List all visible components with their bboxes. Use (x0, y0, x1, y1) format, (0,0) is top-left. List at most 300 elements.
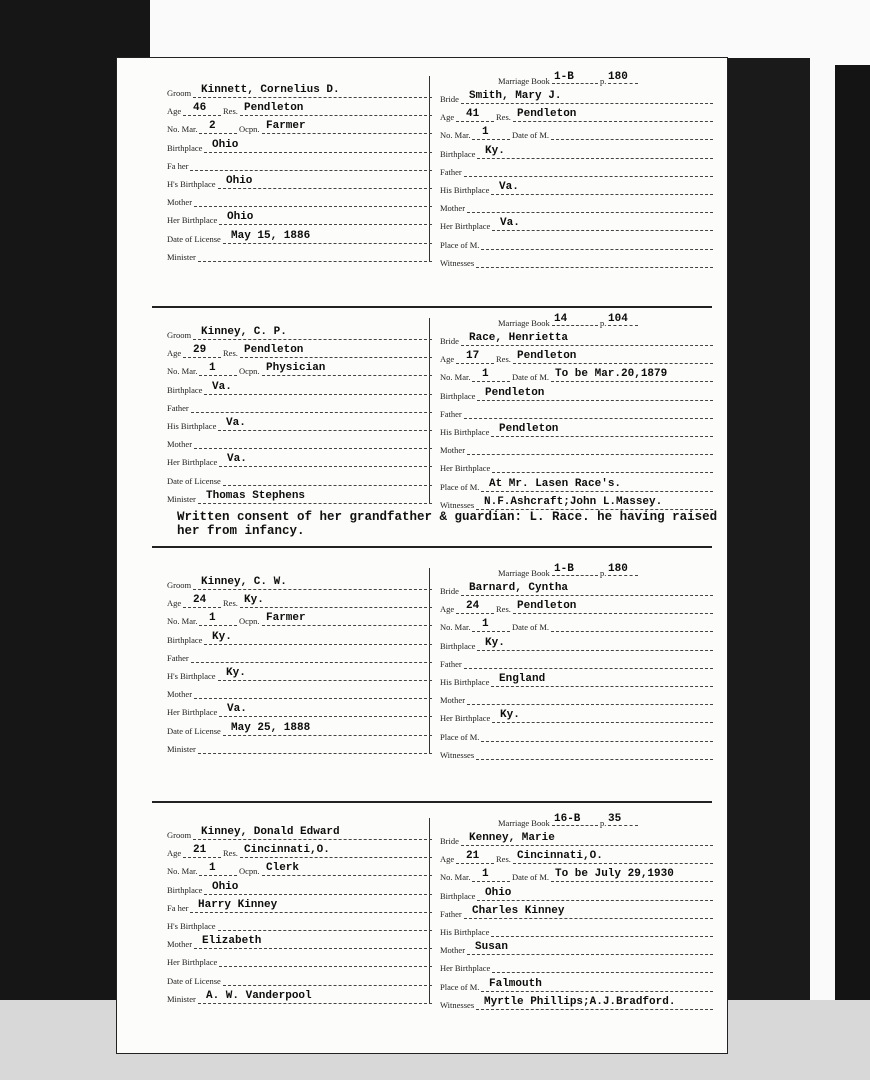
groom-label-2: Ocpn. (239, 616, 260, 627)
groom-field (167, 490, 432, 508)
bride-field (440, 90, 713, 108)
groom-line (204, 644, 432, 645)
marriage-book-line (552, 325, 598, 326)
marriage-book-line (552, 825, 598, 826)
groom-label: Mother (167, 689, 193, 700)
bride-line-2 (551, 631, 713, 632)
groom-value-2: Farmer (266, 612, 306, 625)
bride-value: Ky. (500, 709, 520, 722)
bride-field (440, 582, 713, 600)
groom-label: Minister (167, 251, 196, 262)
bride-field (440, 905, 713, 923)
bride-value: Barnard, Cyntha (469, 582, 569, 594)
groom-line (218, 930, 432, 931)
groom-line (191, 412, 432, 413)
groom-field (167, 667, 432, 685)
groom-field (167, 685, 432, 703)
groom-value: May 15, 1886 (231, 229, 311, 242)
groom-line (194, 698, 432, 699)
bride-value: England (499, 673, 546, 685)
marriage-record (117, 813, 727, 1048)
marriage-page-number: 180 (608, 563, 628, 575)
bride-line (472, 631, 510, 632)
bride-line-2 (551, 139, 713, 140)
groom-label-2: Res. (223, 106, 238, 117)
bride-value: Falmouth (489, 977, 542, 990)
marriage-page-number: 35 (608, 813, 622, 825)
marriage-record (117, 313, 727, 548)
bride-field (440, 655, 713, 673)
bride-field (440, 996, 713, 1014)
bride-value: 24 (466, 600, 480, 613)
marriage-book-ref (498, 563, 698, 580)
groom-label: Father (167, 402, 189, 413)
bride-field (440, 423, 713, 441)
groom-value: Ky. (212, 630, 232, 643)
groom-label: Fa her (167, 902, 189, 913)
groom-label: No. Mar. (167, 616, 198, 627)
bride-value-2: To be July 29,1930 (555, 868, 674, 881)
bride-label: Birthplace (440, 148, 476, 159)
groom-label: Mother (167, 939, 193, 950)
marriage-book-label: Marriage Book (498, 818, 550, 828)
marriage-page-label: p. (600, 568, 607, 578)
bride-label: No. Mar. (440, 372, 471, 383)
bride-line (492, 722, 713, 723)
groom-value: 1 (209, 612, 216, 625)
groom-label-2: Ocpn. (239, 124, 260, 135)
groom-label: H's Birthplace (167, 671, 216, 681)
groom-label: H's Birthplace (167, 921, 216, 931)
marriage-page-label: p. (600, 76, 607, 86)
groom-value-2: Farmer (266, 120, 306, 133)
groom-value: Kinney, Donald Edward (201, 826, 340, 838)
groom-line (199, 375, 237, 376)
bride-value: Va. (499, 181, 519, 193)
groom-label: No. Mar. (167, 124, 198, 135)
groom-field (167, 381, 432, 399)
groom-label: Date of License (167, 725, 221, 736)
groom-value-2: Pendleton (244, 102, 304, 115)
marriage-book-label: Marriage Book (498, 318, 550, 328)
groom-label: Date of License (167, 475, 221, 486)
bride-label: Age (440, 604, 455, 615)
bride-line (491, 194, 713, 195)
groom-field (167, 435, 432, 453)
bride-label: Her Birthplace (440, 221, 491, 232)
groom-label: Date of License (167, 233, 221, 244)
bride-label: Place of M. (440, 731, 480, 742)
bride-line (477, 900, 713, 901)
groom-field (167, 417, 432, 435)
bride-label: Age (440, 354, 455, 365)
bride-value: 1 (482, 618, 489, 631)
bride-line (472, 381, 510, 382)
marriage-book-line (552, 575, 598, 576)
bride-value-2: Cincinnati,O. (517, 850, 603, 863)
groom-label-2: Ocpn. (239, 866, 260, 877)
groom-value: Va. (227, 703, 247, 716)
groom-line (219, 716, 432, 717)
groom-field (167, 649, 432, 667)
bride-field (440, 217, 713, 235)
groom-label: Father (167, 652, 189, 663)
scan-background-right-bar (835, 65, 870, 1050)
groom-label: Her Birthplace (167, 215, 218, 226)
bride-value: Myrtle Phillips;A.J.Bradford. (484, 995, 676, 1008)
bride-field (440, 959, 713, 977)
bride-label-2: Res. (496, 354, 511, 365)
bride-value: 41 (466, 108, 480, 121)
bride-label: Witnesses (440, 749, 475, 760)
groom-field (167, 193, 432, 211)
groom-field (167, 362, 432, 380)
bride-value: Pendleton (499, 423, 559, 435)
bride-label-2: Res. (496, 854, 511, 865)
bride-field (440, 368, 713, 386)
groom-field (167, 120, 432, 138)
bride-value: 17 (466, 350, 480, 363)
groom-value: Ohio (212, 880, 239, 893)
groom-label: Her Birthplace (167, 957, 218, 968)
bride-field (440, 199, 713, 217)
bride-label: Mother (440, 445, 466, 456)
bride-label: His Birthplace (440, 185, 490, 195)
groom-value-2: Physician (266, 362, 326, 375)
bride-value: 1 (482, 126, 489, 139)
bride-field (440, 441, 713, 459)
groom-label: Birthplace (167, 634, 203, 645)
bride-field (440, 746, 713, 764)
bride-value: Kenney, Marie (469, 832, 555, 844)
bride-line (476, 759, 713, 760)
bride-label: Mother (440, 695, 466, 706)
bride-line (492, 230, 713, 231)
bride-field (440, 405, 713, 423)
marriage-book-ref (498, 313, 698, 330)
record-separator (152, 306, 712, 308)
marriage-book-label: Marriage Book (498, 568, 550, 578)
bride-label-2: Date of M. (512, 622, 550, 633)
bride-label-2: Date of M. (512, 372, 550, 383)
bride-line (481, 741, 713, 742)
marriage-book-number: 1-B (554, 563, 574, 575)
groom-label-2: Res. (223, 598, 238, 609)
groom-label: Groom (167, 330, 192, 340)
bride-label: Witnesses (440, 257, 475, 268)
groom-label: Groom (167, 580, 192, 590)
bride-field (440, 163, 713, 181)
bride-field (440, 941, 713, 959)
bride-field (440, 332, 713, 350)
bride-label: Father (440, 166, 462, 177)
groom-field (167, 230, 432, 248)
bride-value: Charles Kinney (472, 904, 565, 917)
bride-label: Place of M. (440, 481, 480, 492)
bride-label: Bride (440, 586, 459, 596)
bride-label: Witnesses (440, 999, 475, 1010)
bride-label-2: Date of M. (512, 872, 550, 883)
marriage-record (117, 563, 727, 798)
bride-label: His Birthplace (440, 427, 490, 437)
bride-label: Her Birthplace (440, 463, 491, 474)
bride-field (440, 691, 713, 709)
groom-label-2: Res. (223, 348, 238, 359)
groom-label: Fa her (167, 160, 189, 171)
bride-label: Mother (440, 203, 466, 214)
groom-label: Birthplace (167, 884, 203, 895)
groom-field (167, 899, 432, 917)
bride-label: No. Mar. (440, 622, 471, 633)
groom-line-2 (240, 607, 432, 608)
groom-field (167, 844, 432, 862)
groom-label: Age (167, 106, 182, 117)
groom-value-2: Ky. (244, 594, 264, 607)
groom-label: Her Birthplace (167, 707, 218, 718)
bride-label: His Birthplace (440, 927, 490, 937)
bride-label: Place of M. (440, 981, 480, 992)
bride-field (440, 600, 713, 618)
groom-value: Ky. (226, 667, 246, 679)
groom-value: Harry Kinney (198, 898, 278, 911)
groom-field (167, 453, 432, 471)
bride-label: Bride (440, 336, 459, 346)
groom-line (198, 753, 432, 754)
groom-field (167, 399, 432, 417)
groom-label-2: Res. (223, 848, 238, 859)
groom-value: A. W. Vanderpool (206, 989, 312, 1002)
groom-label: Minister (167, 743, 196, 754)
groom-field (167, 722, 432, 740)
bride-value: Race, Henrietta (469, 332, 569, 344)
groom-field (167, 139, 432, 157)
bride-label-2: Res. (496, 112, 511, 123)
bride-line (472, 881, 510, 882)
groom-value: 1 (209, 362, 216, 375)
groom-line (199, 875, 237, 876)
bride-label: Bride (440, 836, 459, 846)
bride-label: Birthplace (440, 640, 476, 651)
groom-label: No. Mar. (167, 366, 198, 377)
groom-value: 29 (193, 344, 207, 357)
marriage-book-number: 1-B (554, 71, 574, 83)
groom-label: Her Birthplace (167, 457, 218, 468)
groom-field (167, 862, 432, 880)
bride-value-2: To be Mar.20,1879 (555, 368, 668, 381)
groom-label: Groom (167, 88, 192, 98)
groom-label: H's Birthplace (167, 179, 216, 189)
marriage-page-label: p. (600, 818, 607, 828)
bride-field (440, 868, 713, 886)
bride-label: Bride (440, 94, 459, 104)
groom-value: Kinnett, Cornelius D. (201, 84, 340, 96)
groom-label: Mother (167, 439, 193, 450)
marriage-book-ref (498, 71, 698, 88)
bride-field (440, 236, 713, 254)
groom-label: Age (167, 598, 182, 609)
bride-line (464, 418, 713, 419)
groom-value-2: Pendleton (244, 344, 304, 357)
bride-value-2: Pendleton (517, 600, 577, 613)
marriage-page-label: p. (600, 318, 607, 328)
marriage-book-number: 16-B (554, 813, 581, 825)
bride-line (472, 139, 510, 140)
groom-line (219, 466, 432, 467)
groom-label-2: Ocpn. (239, 366, 260, 377)
groom-value: 24 (193, 594, 207, 607)
groom-value: 2 (209, 120, 216, 133)
groom-value: 21 (193, 844, 207, 857)
marriage-book-number: 14 (554, 313, 568, 325)
groom-label: Groom (167, 830, 192, 840)
groom-line (223, 485, 432, 486)
bride-label: Birthplace (440, 890, 476, 901)
groom-value: May 25, 1888 (231, 721, 311, 734)
bride-line (491, 936, 713, 937)
marriage-record (117, 71, 727, 306)
groom-field (167, 953, 432, 971)
record-note: Written consent of her grandfather & guardian: L. Race. he having raised her from infancy. (177, 510, 718, 538)
groom-field (167, 157, 432, 175)
groom-value: Ohio (226, 175, 253, 187)
bride-line (492, 472, 713, 473)
bride-label-2: Date of M. (512, 130, 550, 141)
groom-label: Age (167, 848, 182, 859)
bride-line (467, 212, 713, 213)
groom-field (167, 631, 432, 649)
groom-line (198, 261, 432, 262)
bride-line (492, 972, 713, 973)
record-separator (152, 801, 712, 803)
groom-value: Ohio (227, 211, 254, 224)
bride-label: His Birthplace (440, 677, 490, 687)
groom-line (223, 985, 432, 986)
bride-value-2: Pendleton (517, 108, 577, 121)
groom-label: Minister (167, 493, 196, 504)
bride-field (440, 637, 713, 655)
bride-value: Pendleton (485, 386, 545, 399)
bride-label: Age (440, 854, 455, 865)
groom-label: No. Mar. (167, 866, 198, 877)
bride-label: Witnesses (440, 499, 475, 510)
bride-value: N.F.Ashcraft;John L.Massey. (484, 495, 663, 508)
groom-field (167, 248, 432, 266)
bride-field (440, 618, 713, 636)
bride-field (440, 709, 713, 727)
marriage-page-number: 180 (608, 71, 628, 83)
bride-value: At Mr. Lasen Race's. (489, 477, 622, 490)
bride-label: No. Mar. (440, 130, 471, 141)
groom-line (194, 206, 432, 207)
marriage-page-line (608, 825, 638, 826)
groom-line (218, 680, 432, 681)
bride-label: No. Mar. (440, 872, 471, 883)
bride-value-2: Pendleton (517, 350, 577, 363)
bride-label: Her Birthplace (440, 713, 491, 724)
record-sheet (117, 58, 727, 1053)
groom-field (167, 612, 432, 630)
groom-field (167, 740, 432, 758)
bride-label: Her Birthplace (440, 963, 491, 974)
bride-line (467, 704, 713, 705)
groom-field (167, 175, 432, 193)
scan-background-top (90, 0, 870, 58)
marriage-book-label: Marriage Book (498, 76, 550, 86)
bride-field (440, 387, 713, 405)
bride-line (464, 668, 713, 669)
bride-label: Father (440, 658, 462, 669)
bride-value: Ohio (485, 886, 512, 899)
groom-field (167, 935, 432, 953)
groom-value: Ohio (212, 138, 239, 151)
groom-value: Elizabeth (202, 935, 262, 948)
groom-label: Mother (167, 197, 193, 208)
groom-line (194, 448, 432, 449)
groom-value: 1 (209, 862, 216, 875)
groom-value: Va. (212, 380, 232, 393)
groom-line (199, 133, 237, 134)
groom-line (190, 170, 432, 171)
groom-value: Va. (227, 453, 247, 466)
bride-line (464, 176, 713, 177)
bride-label-2: Res. (496, 604, 511, 615)
groom-field (167, 576, 432, 594)
groom-value: 46 (193, 102, 207, 115)
bride-field (440, 254, 713, 272)
bride-value: Ky. (485, 144, 505, 157)
groom-label: Birthplace (167, 142, 203, 153)
bride-field (440, 145, 713, 163)
groom-field (167, 990, 432, 1008)
groom-line (191, 662, 432, 663)
bride-field (440, 181, 713, 199)
bride-label: Mother (440, 945, 466, 956)
marriage-page-number: 104 (608, 313, 628, 325)
bride-line (476, 267, 713, 268)
bride-label: Age (440, 112, 455, 123)
groom-value-2: Cincinnati,O. (244, 844, 330, 857)
bride-field (440, 728, 713, 746)
bride-value: Va. (500, 217, 520, 230)
groom-value: Va. (226, 417, 246, 429)
groom-value: Thomas Stephens (206, 489, 306, 502)
bride-label: Father (440, 908, 462, 919)
marriage-book-line (552, 83, 598, 84)
marriage-book-ref (498, 813, 698, 830)
bride-value: 1 (482, 868, 489, 881)
groom-label: Minister (167, 993, 196, 1004)
marriage-page-line (608, 83, 638, 84)
groom-label: His Birthplace (167, 421, 217, 431)
marriage-page-line (608, 325, 638, 326)
bride-field (440, 673, 713, 691)
groom-value: Kinney, C. W. (201, 576, 287, 588)
bride-value: 1 (482, 368, 489, 381)
groom-value: Kinney, C. P. (201, 326, 287, 338)
bride-field (440, 126, 713, 144)
groom-line (204, 394, 432, 395)
marriage-page-line (608, 575, 638, 576)
groom-label: Date of License (167, 975, 221, 986)
bride-value: 21 (466, 850, 480, 863)
bride-value: Smith, Mary J. (469, 90, 562, 102)
record-separator (152, 546, 712, 548)
bride-field (440, 108, 713, 126)
groom-label: Age (167, 348, 182, 359)
bride-line (467, 454, 713, 455)
groom-line (218, 430, 432, 431)
bride-line (477, 650, 713, 651)
